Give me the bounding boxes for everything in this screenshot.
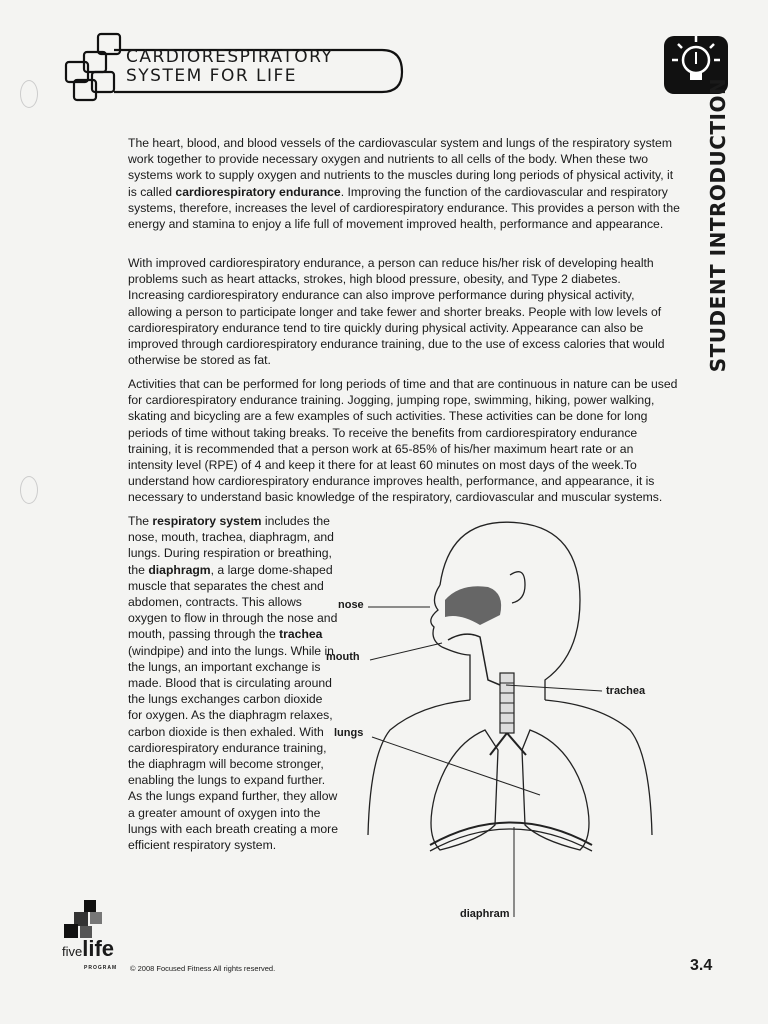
resp-t1: The <box>128 514 153 528</box>
label-lungs: lungs <box>334 727 364 739</box>
resp-t4: (windpipe) and into the lungs. While in the lungs, an important exchange is made. Blood that is circulating around the lungs exchanges carbon dioxide for oxygen. As the diaphragm relaxes, carbon dioxide is then exhaled. With cardiorespiratory endurance training, the diaphragm will become stronger, enabling the lungs to expand further. As the lungs expand further, they allow a greater amount of oxygen into the lungs with each breath creating a more efficient respiratory system. <box>128 643 339 853</box>
page-title <box>126 48 333 86</box>
label-trachea: trachea <box>606 685 646 697</box>
resp-b1: respiratory system <box>152 514 262 528</box>
intro-bold-term: cardiorespiratory endurance <box>175 184 341 199</box>
logo-program: PROGRAM <box>84 965 118 971</box>
benefits-paragraph: With improved cardiorespiratory endurance, a person can reduce his/her risk of developing health problems such as heart attacks, strokes, high blood pressure, obesity, and Type 2 diabetes. Increasing cardiorespiratory endurance can also improve performance during physical activity, allowing a person to participate longer and take fewer and shorter breaks. People with low levels of cardiorespiratory endurance tend to tire quickly during physical activity. Appearance can also be improved through cardiorespiratory endurance training, due to the use of excess calories that would otherwise be stored as fat. <box>128 256 665 368</box>
logo-five: five <box>62 944 83 959</box>
label-diaphram: diaphram <box>460 908 510 920</box>
label-nose: nose <box>338 599 364 611</box>
intro-paragraph <box>128 135 680 232</box>
respiratory-illustration <box>330 505 690 935</box>
intro-text-a: The heart, blood, and blood vessels of the cardiovascular system and lungs of the respiratory system work together to provide necessary oxygen and nutrients to all cells of the body. When these two systems work to supply oxygen and nutrients to the muscles during long periods of physical activity, it is called <box>128 136 674 199</box>
respiratory-system-text <box>128 513 338 853</box>
five-for-life-logo <box>62 898 132 978</box>
section-side-tab <box>703 77 733 373</box>
binder-hole-top <box>20 80 38 108</box>
logo-wordmark <box>62 936 115 961</box>
copyright-notice: © 2008 Focused Fitness All rights reserved. <box>130 964 276 973</box>
activities-paragraph: Activities that can be performed for long periods of time and that are continuous in nature can be used for cardiorespiratory endurance training. Jogging, jumping rope, swimming, hiking, power walking, skating and bicycling are a few examples of such activities. These activities can be done for long periods of time without taking breaks. To receive the benefits from cardiorespiratory endurance training, it is recommended that a person work at 65-85% of his/her maximum heart rate or an intensity level (RPE) of 4 and keep it there for at least 60 minutes on most days of the week.To understand how cardiorespiratory endurance improves health, performance, and appearance, it is necessary to understand basic knowledge of the respiratory, cardiovascular and muscular systems. <box>128 377 678 505</box>
page-number: 3.4 <box>690 957 713 974</box>
page-title-line1: CARDIORESPIRATORY <box>126 47 334 67</box>
side-tab-label: STUDENT INTRODUCTION <box>706 77 730 373</box>
resp-b3: trachea <box>279 627 323 642</box>
page-title-line2: SYSTEM FOR LIFE <box>126 66 298 86</box>
resp-t3: , a large dome-shaped muscle that separates the chest and abdomen, contracts. This allows oxygen to flow in through the nose and mouth, passing through the <box>128 562 338 642</box>
intro-text-b: . Improving the function of the cardiovascular and respiratory systems, therefore, increases the level of cardiorespiratory endurance. This provides a person with the energy and stamina to enjoy a life full of movement improved health, performance and appearance. <box>128 184 680 232</box>
binder-hole-middle <box>20 476 38 504</box>
logo-life: life <box>82 936 115 961</box>
respiratory-diagram <box>326 505 690 935</box>
label-mouth: mouth <box>326 651 360 663</box>
page-header <box>62 28 407 106</box>
resp-b2: diaphragm <box>148 562 211 577</box>
resp-t2: includes the nose, mouth, trachea, diaphragm, and lungs. During respiration or breathing, the <box>128 514 334 577</box>
